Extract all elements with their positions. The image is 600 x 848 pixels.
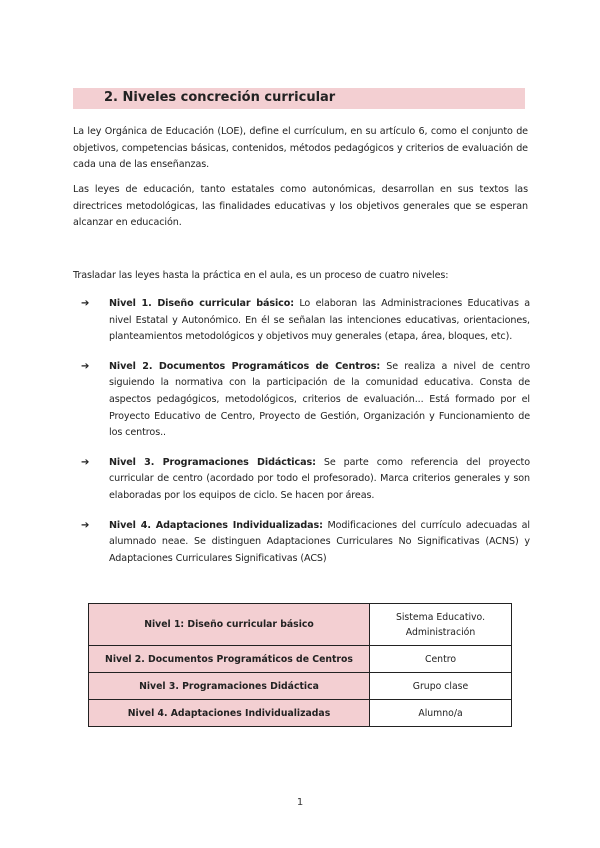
table-row — [89, 604, 512, 646]
table-level-cell: Nivel 4. Adaptaciones Individualizadas — [89, 700, 370, 727]
table-level-cell: Nivel 3. Programaciones Didáctica — [89, 673, 370, 700]
paragraph-proceso: Trasladar las leyes hasta la práctica en el aula, es un proceso de cuatro niveles: — [73, 270, 449, 281]
level-title: Nivel 1. Diseño curricular básico: — [109, 298, 294, 309]
levels-list — [73, 296, 530, 580]
levels-table — [88, 603, 512, 727]
table-scope-cell: Alumno/a — [370, 700, 512, 727]
table-level-cell: Nivel 2. Documentos Programáticos de Centros — [89, 646, 370, 673]
arrow-icon: ➔ — [81, 519, 90, 531]
paragraph-loe: La ley Orgánica de Educación (LOE), define el currículum, en su artículo 6, como el conjunto de objetivos, competencias básicas, contenidos, métodos pedagógicos y criterios de evaluación de cada una de las enseñanzas. — [73, 126, 528, 171]
level-text: Se realiza a nivel de centro siguiendo la normativa con la participación de la comunidad educativa. Consta de aspectos pedagógicos, metodológicos, criterios de evaluación... Está formado por el Proyecto Educativo de Centro, Proyecto de Gestión, Organización y Funcionamiento de los centros.. — [109, 360, 530, 439]
table-scope-cell: Grupo clase — [370, 673, 512, 700]
level-title: Nivel 3. Programaciones Didácticas: — [109, 456, 316, 468]
level-text: Lo elaboran las Administraciones Educativas a nivel Estatal y Autonómico. En él se señalan las intenciones educativas, orientaciones, planteamientos metodológicos y objetivos muy generales (etapa, área, bloques, etc). — [109, 298, 530, 343]
table-row — [89, 673, 512, 700]
page-number: 1 — [296, 797, 304, 808]
paragraph-leyes: Las leyes de educación, tanto estatales como autonómicas, desarrollan en sus textos las directrices metodológicas, las finalidades educativas y los objetivos generales que se esperan alcanzar en educación. — [73, 184, 528, 229]
list-item — [73, 455, 530, 505]
list-item — [73, 518, 530, 568]
arrow-icon: ➔ — [81, 360, 90, 372]
level-title: Nivel 2. Documentos Programáticos de Centros: — [109, 360, 381, 372]
table-scope-cell: Centro — [370, 646, 512, 673]
arrow-icon: ➔ — [81, 298, 90, 309]
section-heading: 2. Niveles concreción curricular — [104, 90, 336, 105]
arrow-icon: ➔ — [81, 456, 90, 468]
level-text: Se parte como referencia del proyecto curricular de centro (acordado por todo el profesorado). Marca criterios generales y son elaboradas por los equipos de ciclo. Se hacen por áreas. — [109, 456, 530, 501]
level-text: Modificaciones del currículo adecuadas al alumnado neae. Se distinguen Adaptaciones Curriculares No Significativas (ACNS) y Adaptaciones Curriculares Significativas (ACS) — [109, 519, 530, 564]
table-level-cell: Nivel 1: Diseño curricular básico — [89, 604, 370, 646]
level-title: Nivel 4. Adaptaciones Individualizadas: — [109, 519, 323, 531]
table-row — [89, 646, 512, 673]
table-row — [89, 700, 512, 727]
list-item — [73, 359, 530, 442]
table-scope-cell: Sistema Educativo. Administración — [370, 604, 512, 646]
list-item — [73, 296, 530, 346]
